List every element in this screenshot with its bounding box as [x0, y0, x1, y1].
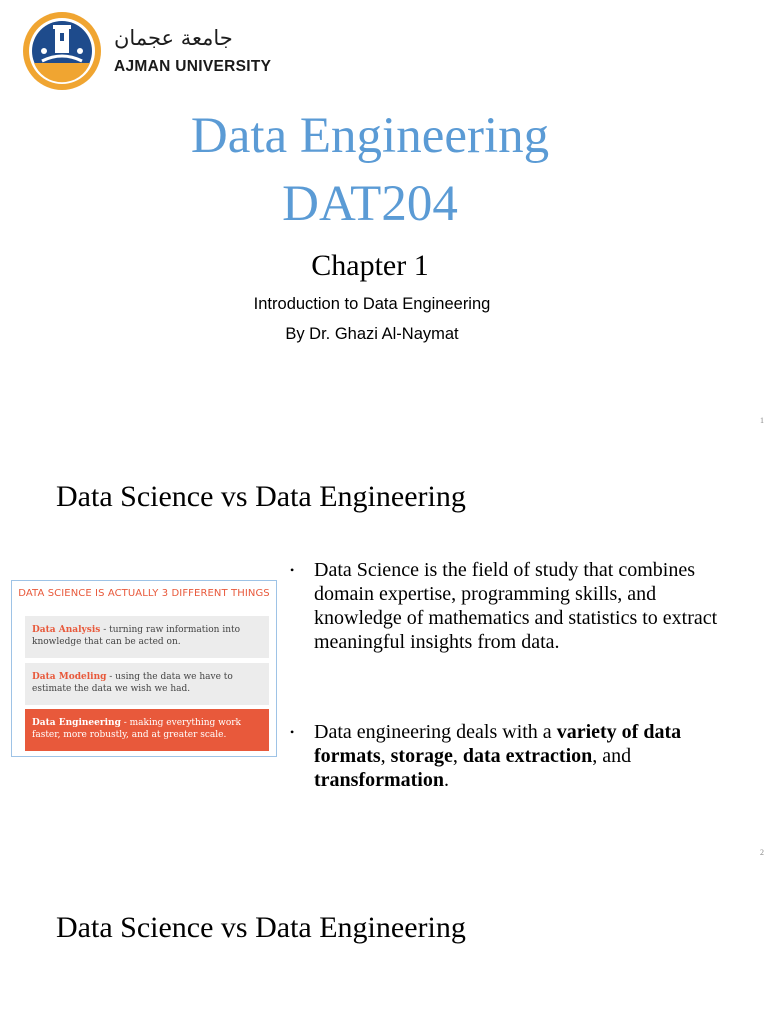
bullet-dot-icon: •	[290, 563, 295, 577]
infographic-item-data-engineering	[25, 709, 269, 751]
page-number: 2	[760, 848, 764, 857]
item-term: Data Modeling	[32, 672, 107, 682]
bullet-text	[314, 720, 724, 792]
bullet-text-bold: transformation	[314, 769, 444, 791]
slide-2	[0, 430, 768, 860]
bullet-text-part: Data engineering deals with a	[314, 721, 557, 743]
chapter-label: Chapter 1	[311, 249, 429, 282]
course-code: DAT204	[282, 176, 458, 232]
university-name-english: AJMAN UNIVERSITY	[114, 58, 272, 75]
course-title: Data Engineering	[190, 108, 550, 164]
slide-heading: Data Science vs Data Engineering	[56, 911, 466, 944]
page-number: 1	[760, 416, 764, 425]
item-term: Data Analysis	[32, 625, 101, 635]
data-science-infographic	[11, 580, 277, 757]
infographic-title: DATA SCIENCE IS ACTUALLY 3 DIFFERENT THINGS	[18, 588, 270, 599]
slide-3	[0, 860, 768, 1024]
bullet-text-bold: data extraction	[462, 745, 593, 767]
bullet-text-bold: storage	[390, 745, 453, 767]
bullet-text: Data Science is the field of study that combines domain expertise, programming skills, and knowledge of mathematics and statistics to extract meaningful insights from data.	[314, 559, 718, 653]
bullet-dot-icon: •	[290, 725, 295, 739]
university-emblem-icon	[22, 11, 102, 91]
item-term: Data Engineering	[32, 718, 121, 728]
infographic-item-data-modeling	[25, 663, 269, 705]
bullet-text-part: ,	[380, 745, 391, 767]
bullet-text-bold: variety of data formats	[314, 721, 682, 767]
bullet-text-part: .	[443, 769, 449, 791]
item-desc: - turning raw information into knowledge that can be acted on.	[32, 625, 241, 647]
slide-1	[0, 0, 768, 430]
author-line: By Dr. Ghazi Al-Naymat	[285, 325, 459, 343]
item-desc: - using the data we have to estimate the data we wish we had.	[32, 672, 233, 694]
slide-heading: Data Science vs Data Engineering	[56, 480, 466, 513]
bullet-text-part: ,	[452, 745, 463, 767]
bullet-text-part: , and	[592, 745, 632, 767]
university-name-arabic: جامعة عجمان	[114, 26, 233, 50]
item-desc: - making everything work faster, more robustly, and at greater scale.	[32, 718, 241, 740]
infographic-item-data-analysis	[25, 616, 269, 658]
chapter-subtitle: Introduction to Data Engineering	[253, 295, 491, 313]
